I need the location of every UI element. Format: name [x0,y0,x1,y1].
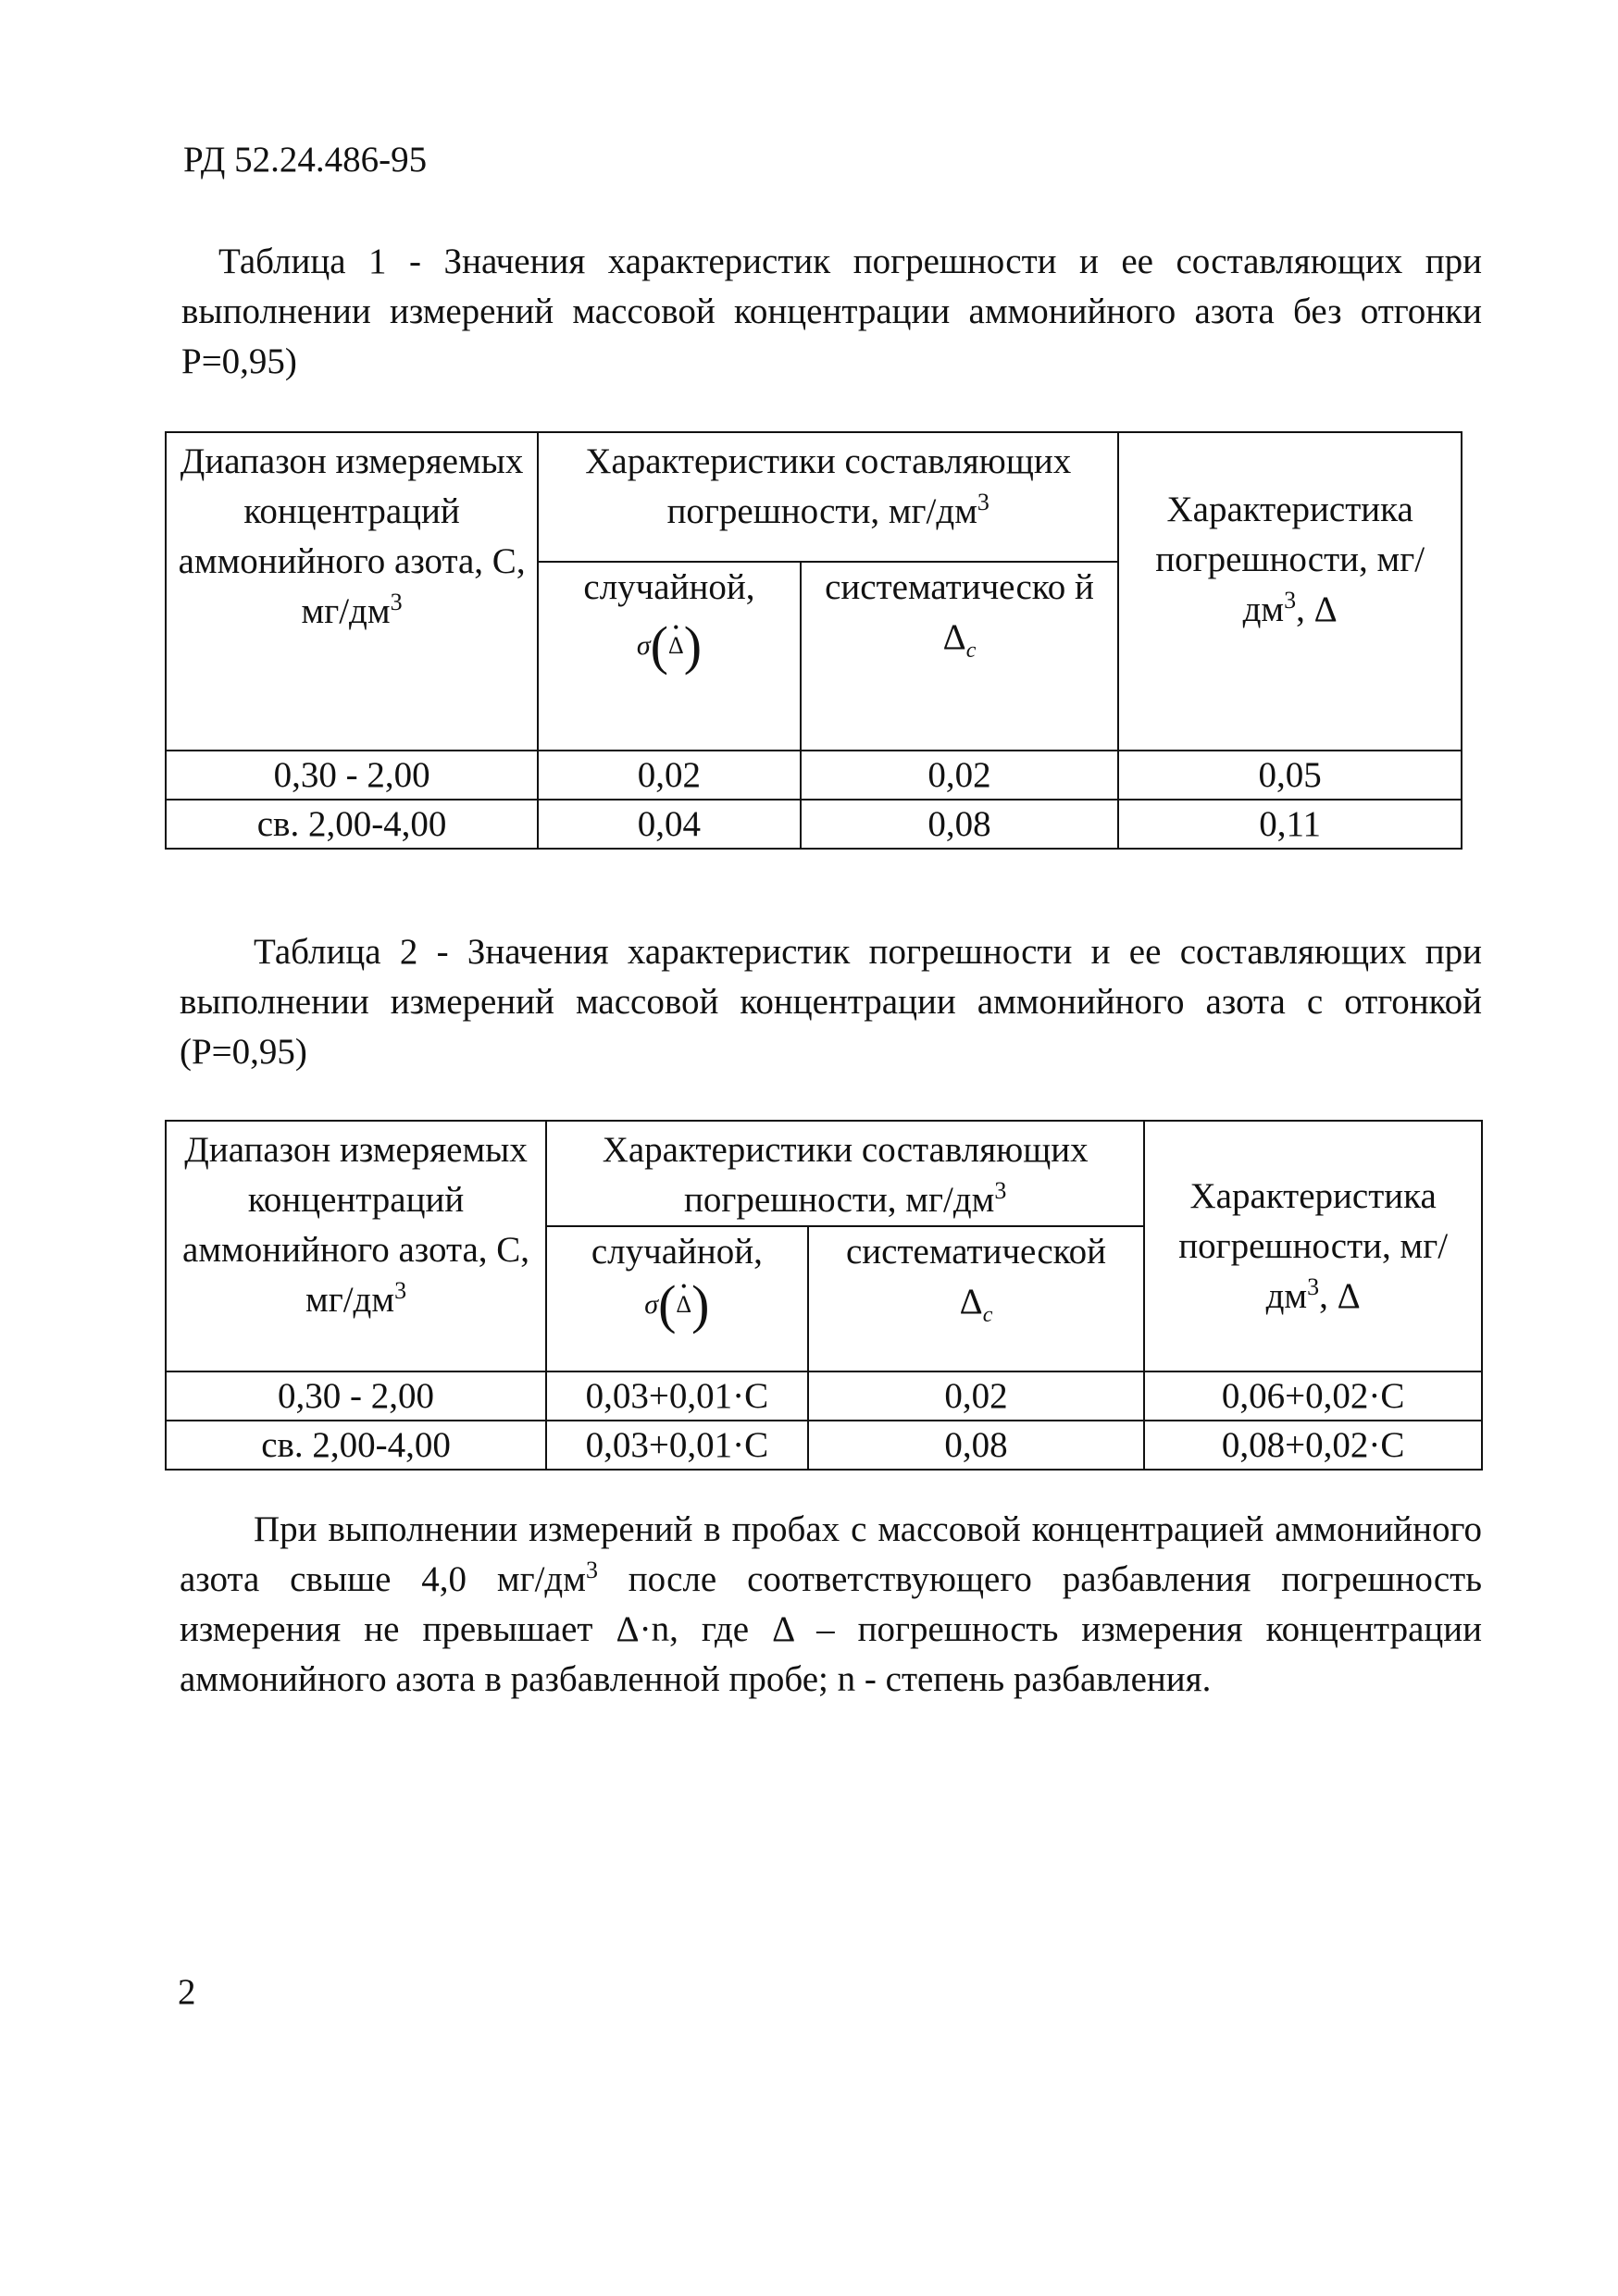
table1-head-range: Диапазон измеряемых концентраций аммонийного азота, С, $мг/дм^3$ [166,432,538,751]
table1-cell-systematic: 0,08 [801,800,1119,849]
table1-head-total: Характеристика погрешности, $мг/дм^3$, Δ [1118,432,1462,751]
table1-head-systematic: систематическо й $\Delta_с$ [801,562,1119,751]
table1 [165,431,1462,850]
table2-head-random: случайной, σ(• Δ) [546,1226,808,1371]
table1-head-random: случайной, σ(• Δ) [538,562,801,751]
table2-head-range: Диапазон измеряемых концентраций аммонийного азота, С, $мг/дм^3$ [166,1121,546,1371]
table-row [166,751,1462,800]
table2-cell-range: 0,30 - 2,00 [166,1371,546,1421]
table2-head-components: Характеристики составляющих погрешности, $мг/дм^3$ [546,1121,1144,1226]
table1-cell-total: 0,11 [1118,800,1462,849]
table1-cell-random: 0,02 [538,751,801,800]
note-paragraph: При выполнении измерений в пробах с массовой концентрацией аммонийного азота свыше 4,0 $мг/дм^3$ после соответствующего разбавления погрешность измерения не превышает Δ·n, где Δ – погрешность измерения концентрации аммонийного азота в разбавленной пробе; n - степень разбавления. [180,1509,1482,1699]
table2-head-systematic: систематической $\Delta_с$ [808,1226,1145,1371]
table2 [165,1120,1483,1471]
delta-dot-symbol: • Δ [668,621,684,671]
table2-head-total: Характеристика погрешности, $мг/дм^3$, Δ [1144,1121,1482,1371]
table-row [166,1371,1482,1421]
table1-cell-systematic: 0,02 [801,751,1119,800]
table2-cell-range: св. 2,00-4,00 [166,1421,546,1470]
sigma-symbol: σ [636,630,651,662]
table2-caption: Таблица 2 - Значения характеристик погрешности и ее составляющих при выполнении измерений массовой концентрации аммонийного азота с отгонкой (Р=0,95) [180,932,1482,1072]
table2-cell-random: 0,03+0,01·С [546,1371,808,1421]
table2-cell-systematic: 0,08 [808,1421,1145,1470]
document-code: РД 52.24.486-95 [183,140,428,180]
table1-cell-range: св. 2,00-4,00 [166,800,538,849]
table2-cell-total: 0,08+0,02·С [1144,1421,1482,1470]
page-number: 2 [178,1972,196,2012]
table2-cell-random: 0,03+0,01·С [546,1421,808,1470]
table2-cell-total: 0,06+0,02·С [1144,1371,1482,1421]
table2-cell-systematic: 0,02 [808,1371,1145,1421]
table-row [166,800,1462,849]
delta-dot-symbol: • Δ [676,1280,691,1330]
table1-caption: Таблица 1 - Значения характеристик погрешности и ее составляющих при выполнении измерений массовой концентрации аммонийного азота без отгонки Р=0,95) [181,242,1482,381]
table1-cell-total: 0,05 [1118,751,1462,800]
table1-head-components: Характеристики составляющих погрешности, $мг/дм^3$ [538,432,1118,562]
table-row [166,1421,1482,1470]
sigma-symbol: σ [644,1289,659,1321]
table1-cell-range: 0,30 - 2,00 [166,751,538,800]
table1-cell-random: 0,04 [538,800,801,849]
